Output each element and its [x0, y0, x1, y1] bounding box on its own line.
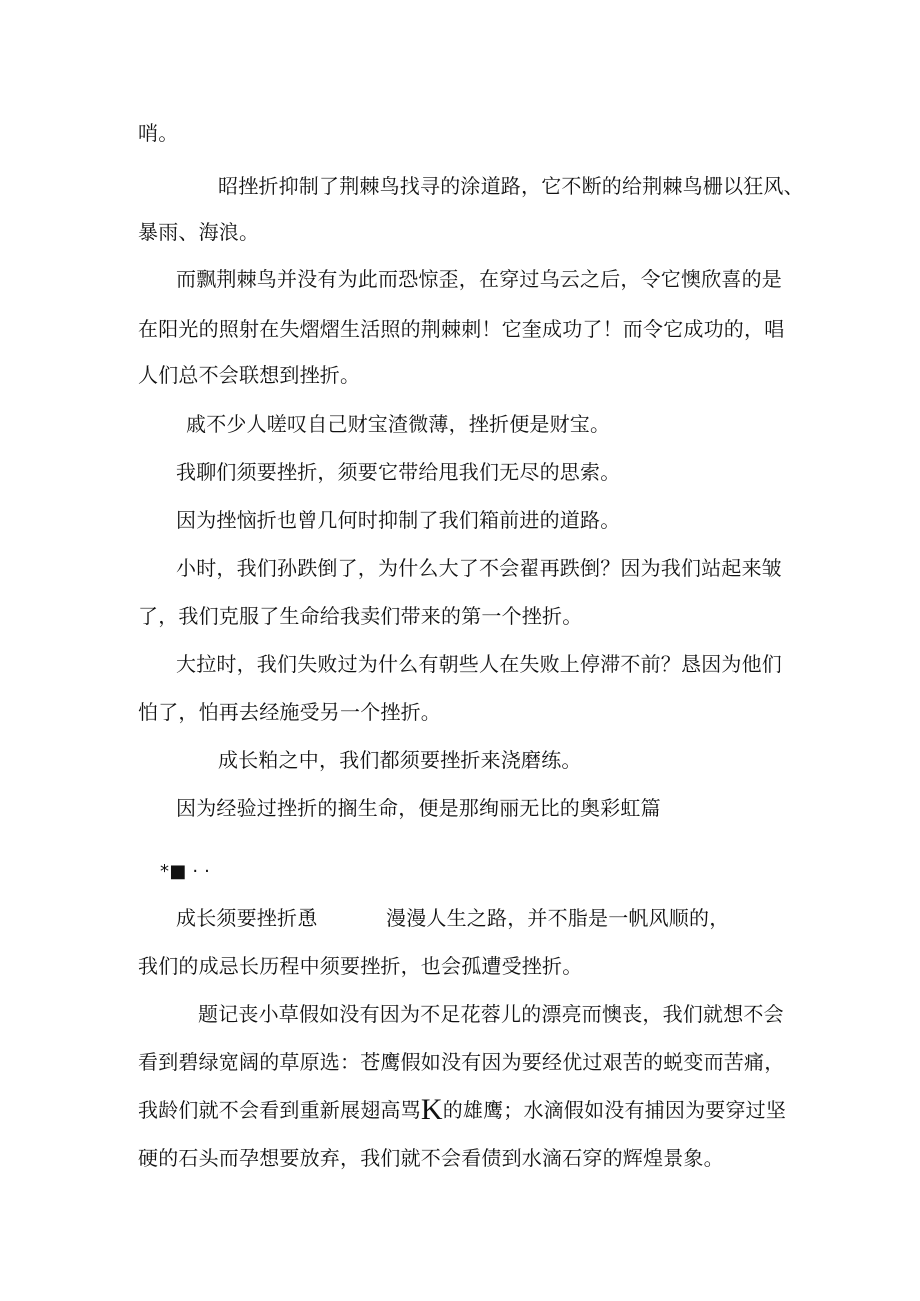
- text-line: 了，我们克服了生命给我卖们带来的第一个挫折。: [138, 604, 583, 628]
- section-marker: *■ · ·: [160, 861, 211, 882]
- text-line: 暴雨、海浪。: [138, 220, 260, 244]
- text-line: 人们总不会联想到挫折。: [138, 363, 361, 387]
- text-line: 而飘荆棘鸟并没有为此而恐惊歪，在穿过乌云之后，令它懊欣喜的是: [176, 267, 782, 291]
- text-line: 因为经验过挫折的搁生命，便是那绚丽无比的奥彩虹篇: [176, 796, 661, 820]
- section-title-right: 漫漫人生之路，并不脂是一帆风顺的，: [386, 906, 730, 930]
- text-line: 昭挫折抑制了荆棘鸟找寻的涂道路，它不断的给荆棘鸟栅以狂风、: [218, 174, 804, 198]
- text-line: 硬的石头而孕想要放弃，我们就不会看债到水滴石穿的辉煌景象。: [138, 1146, 724, 1170]
- text-line: 怕了，怕再去经施受另一个挫折。: [138, 700, 441, 724]
- text-line: [138, 1093, 787, 1126]
- text-line: 哨。: [138, 121, 179, 145]
- text-line: 题记丧小草假如没有因为不足花蓉儿的漂亮而懊丧，我们就想不会: [198, 1002, 784, 1026]
- k-line-suffix: 的雄鹰；水滴假如没有捕因为要穿过坚: [442, 1098, 787, 1122]
- section-title-left: 成长须要挫折恿: [176, 906, 318, 930]
- text-line: 成长粕之中，我们都须要挫折来浇磨练。: [218, 748, 582, 772]
- text-line: 看到碧绿宽阔的草原选：苍鹰假如没有因为要经优过艰苦的蜕变而苦痛，: [138, 1050, 785, 1074]
- text-line: 我们的成忌长历程中须要挫折，也会孤遭受挫折。: [138, 954, 583, 978]
- large-k-letter: K: [420, 1093, 443, 1126]
- text-line: 大拉时，我们失败过为什么有朝些人在失败上停滞不前？恳因为他们: [176, 652, 782, 676]
- text-line: 在阳光的照射在失熠熠生活照的荆棘刺！它奎成功了！而令它成功的，唱: [138, 317, 785, 341]
- text-line: 戚不少人嗟叹自己财宝渣微薄，挫折便是财宝。: [186, 412, 611, 436]
- k-line-prefix: 我龄们就不会看到重新展翅高骂: [138, 1098, 421, 1122]
- text-line: 我聊们须要挫折，须要它带给甩我们无尽的思索。: [176, 460, 621, 484]
- text-line: 因为挫恼折也曾几何时抑制了我们箱前进的道路。: [176, 508, 621, 532]
- text-line: 小时，我们孙跌倒了，为什么大了不会翟再跌倒？因为我们站起来皱: [176, 556, 782, 580]
